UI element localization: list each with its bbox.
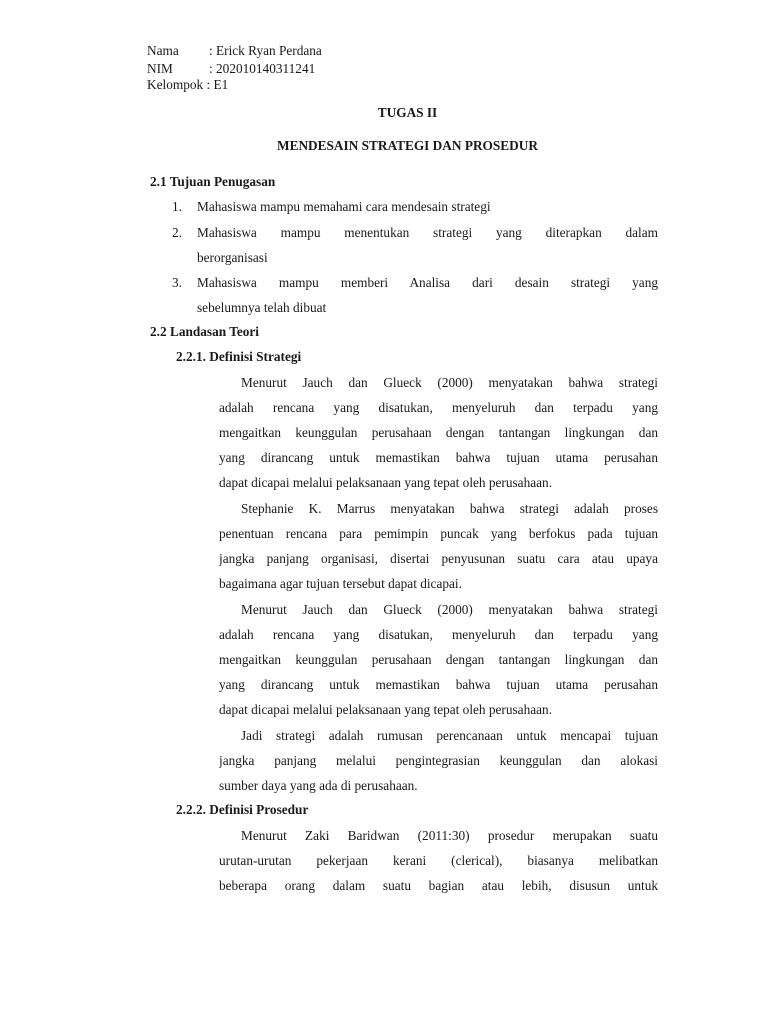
section-2-2-1-heading: 2.2.1. Definisi Strategi	[176, 349, 302, 364]
list-item-3-line: sebelumnya telah dibuat	[197, 300, 327, 316]
paragraph-line: yang dirancang untuk memastikan bahwa tujuan utama perusahan	[219, 450, 658, 466]
document-subtitle: MENDESAIN STRATEGI DAN PROSEDUR	[277, 138, 538, 153]
paragraph-line: adalah rencana yang disatukan, menyeluruh dan terpadu yang	[219, 627, 658, 643]
paragraph-line: mengaitkan keunggulan perusahaan dengan tantangan lingkungan dan	[219, 425, 658, 441]
paragraph-strategi-1	[219, 370, 658, 495]
paragraph-line: dapat dicapai melalui pelaksanaan yang tepat oleh perusahaan.	[219, 475, 553, 491]
identity-name-row	[147, 42, 322, 60]
nim-value: : 202010140311241	[209, 61, 316, 76]
paragraph-line: Menurut Jauch dan Glueck (2000) menyatakan bahwa strategi	[241, 602, 658, 617]
list-item-3-number: 3.	[172, 275, 182, 290]
paragraph-line: sumber daya yang ada di perusahaan.	[219, 778, 418, 794]
list-item-1-line: Mahasiswa mampu memahami cara mendesain strategi	[197, 199, 491, 214]
list-item-1	[197, 194, 658, 219]
section-2-2-heading: 2.2 Landasan Teori	[150, 324, 259, 339]
paragraph-line: urutan-urutan pekerjaan kerani (clerical), biasanya melibatkan	[219, 853, 658, 869]
list-item-1-number: 1.	[172, 199, 182, 214]
name-label: Nama	[147, 43, 179, 58]
paragraph-line: beberapa orang dalam suatu bagian atau lebih, disusun untuk	[219, 878, 658, 894]
identity-group-row	[147, 76, 228, 94]
paragraph-prosedur-1	[219, 823, 658, 898]
paragraph-line: Menurut Jauch dan Glueck (2000) menyatakan bahwa strategi	[241, 375, 658, 390]
document-title: TUGAS II	[377, 105, 438, 120]
paragraph-strategi-2	[219, 496, 658, 596]
paragraph-line: Jadi strategi adalah rumusan perencanaan untuk mencapai tujuan	[241, 728, 658, 743]
list-item-3	[197, 270, 658, 320]
paragraph-line: jangka panjang organisasi, disertai penyusunan suatu cara atau upaya	[219, 551, 658, 567]
paragraph-line: adalah rencana yang disatukan, menyeluruh dan terpadu yang	[219, 400, 658, 416]
list-item-2	[197, 220, 658, 270]
nim-label: NIM	[147, 61, 173, 76]
paragraph-line: dapat dicapai melalui pelaksanaan yang tepat oleh perusahaan.	[219, 702, 553, 718]
section-2-2-2-heading: 2.2.2. Definisi Prosedur	[176, 802, 309, 817]
paragraph-line: mengaitkan keunggulan perusahaan dengan tantangan lingkungan dan	[219, 652, 658, 668]
list-item-2-line: Mahasiswa mampu menentukan strategi yang diterapkan dalam	[197, 225, 658, 240]
paragraph-line: jangka panjang melalui pengintegrasian keunggulan dan alokasi	[219, 753, 658, 769]
list-item-3-line: Mahasiswa mampu memberi Analisa dari desain strategi yang	[197, 275, 658, 290]
list-item-2-line: berorganisasi	[197, 250, 268, 266]
group-value: : E1	[206, 77, 229, 92]
group-label: Kelompok	[147, 77, 204, 92]
section-2-1-heading: 2.1 Tujuan Penugasan	[150, 174, 276, 189]
name-value: : Erick Ryan Perdana	[209, 43, 322, 58]
paragraph-strategi-4	[219, 723, 658, 798]
paragraph-line: yang dirancang untuk memastikan bahwa tujuan utama perusahan	[219, 677, 658, 693]
paragraph-strategi-3	[219, 597, 658, 722]
paragraph-line: Menurut Zaki Baridwan (2011:30) prosedur merupakan suatu	[241, 828, 658, 843]
paragraph-line: bagaimana agar tujuan tersebut dapat dicapai.	[219, 576, 462, 592]
list-item-2-number: 2.	[172, 225, 182, 240]
paragraph-line: penentuan rencana para pemimpin puncak yang berfokus pada tujuan	[219, 526, 658, 542]
paragraph-line: Stephanie K. Marrus menyatakan bahwa strategi adalah proses	[241, 501, 658, 516]
